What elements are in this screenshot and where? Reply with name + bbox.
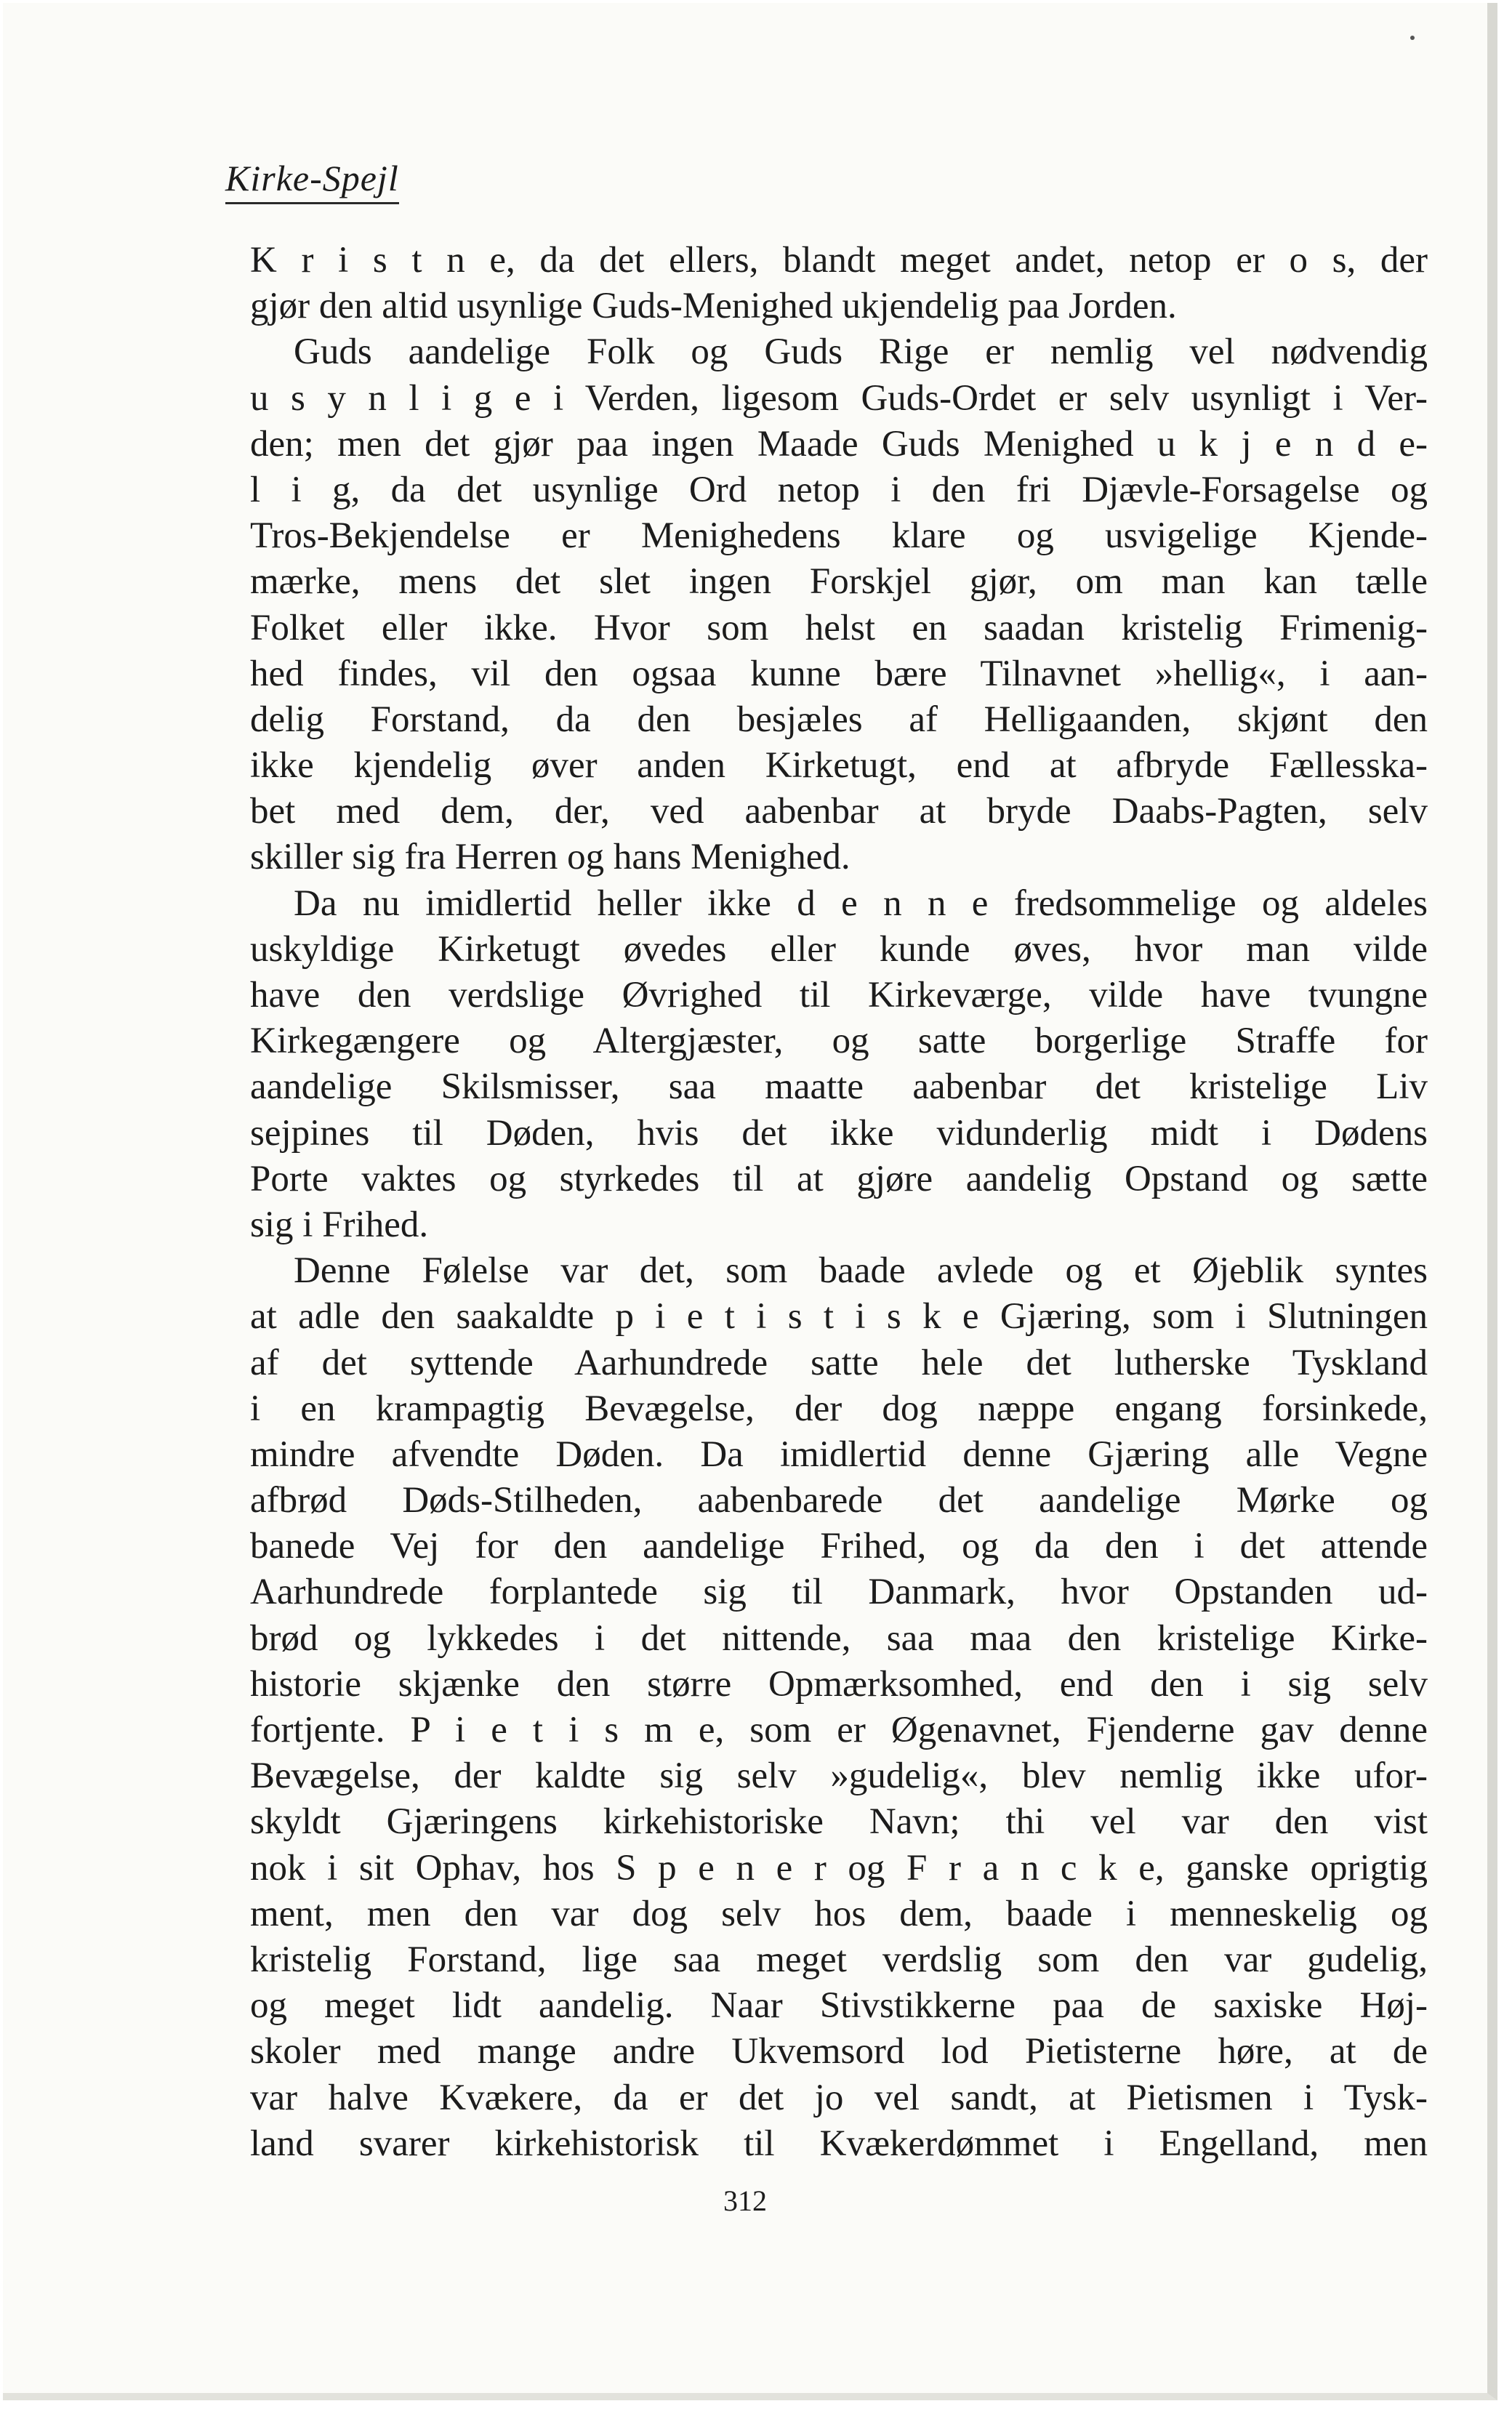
text-line: Folket eller ikke. Hvor som helst en saadan kristelig Frimenig- [250, 607, 1428, 648]
text-line: skyldt Gjæringens kirkehistoriske Navn; thi vel var den vist [250, 1801, 1428, 1843]
text-line: historie skjænke den større Opmærksomhed, end den i sig selv [250, 1663, 1428, 1705]
text-line: u s y n l i g e i Verden, ligesom Guds-Ordet er selv usynligt i Ver- [250, 377, 1428, 419]
text-line: mærke, mens det slet ingen Forskjel gjør, om man kan tælle [250, 561, 1428, 603]
text-line: skiller sig fra Herren og hans Menighed. [250, 837, 850, 878]
running-header: Kirke-Spejl [225, 157, 399, 204]
text-line: ikke kjendelig øver anden Kirketugt, end at afbryde Fællesska- [250, 745, 1428, 787]
text-line: Da nu imidlertid heller ikke d e n n e fredsommelige og aldeles [294, 882, 1428, 924]
text-line: uskyldige Kirketugt øvedes eller kunde øves, hvor man vilde [250, 928, 1428, 970]
text-line: var halve Kvækere, da er det jo vel sandt, at Pietismen i Tysk- [250, 2077, 1428, 2118]
text-line: mindre afvendte Døden. Da imidlertid denne Gjæring alle Vegne [250, 1433, 1428, 1475]
text-line: bet med dem, der, ved aabenbar at bryde Daabs-Pagten, selv [250, 791, 1428, 832]
text-line: Guds aandelige Folk og Guds Rige er nemlig vel nødvendig [294, 331, 1428, 373]
text-line: kristelig Forstand, lige saa meget verdslig som den var gudelig, [250, 1939, 1428, 1980]
text-line: at adle den saakaldte p i e t i s t i s k e Gjæring, som i Slutningen [250, 1296, 1428, 1338]
text-line: brød og lykkedes i det nittende, saa maa den kristelige Kirke- [250, 1617, 1428, 1659]
text-line: Aarhundrede forplantede sig til Danmark, hvor Opstanden ud- [250, 1572, 1428, 1613]
text-line: have den verdslige Øvrighed til Kirkeværge, vilde have tvungne [250, 975, 1428, 1016]
text-line: Tros-Bekjendelse er Menighedens klare og usvigelige Kjende- [250, 515, 1428, 557]
text-line: Kirkegængere og Altergjæster, og satte borgerlige Straffe for [250, 1021, 1428, 1062]
text-line: og meget lidt aandelig. Naar Stivstikkerne paa de saxiske Høj- [250, 1985, 1428, 2027]
body-text [250, 238, 1428, 2167]
text-line: sig i Frihed. [250, 1204, 429, 1245]
speck-mark [1410, 36, 1415, 40]
text-line: l i g, da det usynlige Ord netop i den fri Djævle-Forsagelse og [250, 469, 1428, 510]
text-line: land svarer kirkehistorisk til Kvækerdømmet i Engelland, men [250, 2123, 1428, 2164]
text-line: nok i sit Ophav, hos S p e n e r og F r a n c k e, ganske oprigtig [250, 1847, 1428, 1889]
book-page [3, 3, 1497, 2400]
text-line: den; men det gjør paa ingen Maade Guds Menighed u k j e n d e- [250, 423, 1428, 465]
page-number: 312 [723, 2184, 767, 2217]
text-line: i en krampagtig Bevægelse, der dog næppe engang forsinkede, [250, 1388, 1428, 1429]
text-line: sejpines til Døden, hvis det ikke vidunderlig midt i Dødens [250, 1112, 1428, 1154]
text-line: K r i s t n e, da det ellers, blandt meget andet, netop er o s, der [250, 240, 1428, 281]
text-line: skoler med mange andre Ukvemsord lod Pietisterne høre, at de [250, 2031, 1428, 2072]
text-line: delig Forstand, da den besjæles af Helligaanden, skjønt den [250, 699, 1428, 740]
text-line: afbrød Døds-Stilheden, aabenbarede det aandelige Mørke og [250, 1480, 1428, 1521]
text-line: Bevægelse, der kaldte sig selv »gudelig«, blev nemlig ikke ufor- [250, 1756, 1428, 1797]
text-line: af det syttende Aarhundrede satte hele det lutherske Tyskland [250, 1342, 1428, 1383]
text-line: fortjente. P i e t i s m e, som er Øgenavnet, Fjenderne gav denne [250, 1710, 1428, 1750]
text-line: hed findes, vil den ogsaa kunne bære Tilnavnet »hellig«, i aan- [250, 653, 1428, 694]
text-line: gjør den altid usynlige Guds-Menighed ukjendelig paa Jorden. [250, 286, 1177, 327]
text-line: Porte vaktes og styrkedes til at gjøre aandelig Opstand og sætte [250, 1158, 1428, 1199]
text-line: ment, men den var dog selv hos dem, baade i menneskelig og [250, 1893, 1428, 1934]
text-line: aandelige Skilsmisser, saa maatte aabenbar det kristelige Liv [250, 1066, 1428, 1108]
text-line: Denne Følelse var det, som baade avlede og et Øjeblik syntes [294, 1250, 1428, 1292]
text-line: banede Vej for den aandelige Frihed, og da den i det attende [250, 1526, 1428, 1567]
